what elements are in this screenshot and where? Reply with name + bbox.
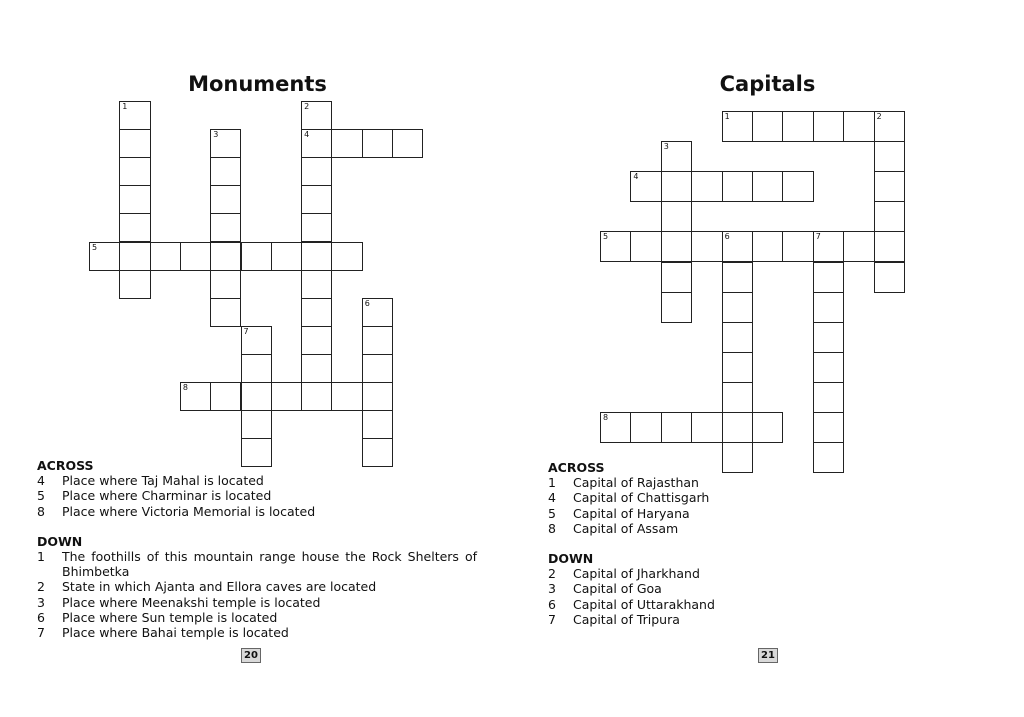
crossword-cell[interactable] xyxy=(362,382,393,411)
clue-number: 4 xyxy=(37,473,45,489)
crossword-cell[interactable] xyxy=(661,262,692,293)
crossword-cell[interactable] xyxy=(722,111,753,142)
clue-number: 3 xyxy=(37,594,45,610)
crossword-cell[interactable] xyxy=(241,410,272,439)
crossword-cell[interactable] xyxy=(813,382,844,413)
clue-item xyxy=(37,625,477,640)
across-clues xyxy=(37,473,477,519)
page-title-monuments: Monuments xyxy=(188,72,327,96)
cell-number: 2 xyxy=(304,102,310,111)
clue-number: 6 xyxy=(37,609,45,625)
clue-text: Place where Charminar is located xyxy=(62,488,272,504)
crossword-cell[interactable] xyxy=(752,412,783,443)
crossword-cell[interactable] xyxy=(691,171,722,202)
clue-number: 1 xyxy=(37,549,45,565)
clue-number: 8 xyxy=(548,520,556,536)
crossword-cell[interactable] xyxy=(119,213,150,242)
crossword-cell[interactable] xyxy=(782,111,813,142)
crossword-cell[interactable] xyxy=(362,326,393,355)
crossword-cell[interactable] xyxy=(362,129,393,158)
cell-number: 8 xyxy=(182,383,188,392)
crossword-cell[interactable] xyxy=(630,412,661,443)
clue-text: Place where Bahai temple is located xyxy=(62,625,289,641)
cell-number: 4 xyxy=(304,130,310,140)
cell-number: 5 xyxy=(92,242,98,252)
clue-text: Capital of Rajasthan xyxy=(573,475,699,491)
clue-number: 5 xyxy=(37,488,45,504)
crossword-cell[interactable] xyxy=(722,322,753,353)
page-number: 21 xyxy=(758,648,778,663)
clue-item xyxy=(548,506,848,521)
clue-item xyxy=(548,612,848,627)
clues-monuments xyxy=(37,458,477,640)
crossword-cell[interactable] xyxy=(782,171,813,202)
crossword-cell[interactable] xyxy=(843,231,874,262)
down-heading: DOWN xyxy=(37,533,83,549)
clue-number: 7 xyxy=(548,611,556,627)
crossword-cell[interactable] xyxy=(722,171,753,202)
crossword-cell[interactable] xyxy=(661,201,692,232)
crossword-cell[interactable] xyxy=(600,231,631,262)
clue-item xyxy=(37,595,477,610)
crossword-cell[interactable] xyxy=(301,157,332,186)
crossword-cell[interactable] xyxy=(210,213,241,242)
crossword-cell[interactable] xyxy=(600,412,631,443)
crossword-cell[interactable] xyxy=(210,382,241,411)
crossword-cell[interactable] xyxy=(874,262,905,293)
crossword-cell[interactable] xyxy=(661,231,692,262)
across-clues xyxy=(548,475,848,536)
clue-text: Capital of Tripura xyxy=(573,611,680,627)
crossword-cell[interactable] xyxy=(119,270,150,299)
clue-text: The foothills of this mountain range house the Rock Shelters of Bhimbetka xyxy=(62,549,477,580)
crossword-cell[interactable] xyxy=(874,141,905,172)
crossword-cell[interactable] xyxy=(874,201,905,232)
crossword-cell[interactable] xyxy=(331,129,362,158)
crossword-cell[interactable] xyxy=(813,322,844,353)
crossword-cell[interactable] xyxy=(813,412,844,443)
clue-item xyxy=(548,581,848,596)
crossword-cell[interactable] xyxy=(301,354,332,383)
cell-number: 1 xyxy=(724,112,730,121)
crossword-cell[interactable] xyxy=(362,410,393,439)
cell-number: 8 xyxy=(603,413,609,422)
clue-item xyxy=(548,521,848,536)
clue-text: Capital of Goa xyxy=(573,581,662,597)
crossword-cell[interactable] xyxy=(813,352,844,383)
crossword-cell[interactable] xyxy=(241,242,272,271)
crossword-cell[interactable] xyxy=(241,326,272,355)
crossword-cell[interactable] xyxy=(241,382,272,411)
crossword-cell[interactable] xyxy=(722,412,753,443)
clue-number: 7 xyxy=(37,625,45,641)
clue-item xyxy=(37,610,477,625)
crossword-cell[interactable] xyxy=(119,101,150,130)
crossword-cell[interactable] xyxy=(392,129,423,158)
crossword-cell[interactable] xyxy=(661,412,692,443)
across-heading: ACROSS xyxy=(37,458,94,473)
crossword-cell[interactable] xyxy=(691,412,722,443)
clue-text: Capital of Chattisgarh xyxy=(573,490,710,506)
cell-number: 4 xyxy=(633,172,639,182)
cell-number: 6 xyxy=(364,298,370,308)
clue-item xyxy=(37,488,477,503)
crossword-cell[interactable] xyxy=(691,231,722,262)
page-title-capitals: Capitals xyxy=(719,72,816,96)
crossword-cell[interactable] xyxy=(362,298,393,327)
clue-text: Place where Taj Mahal is located xyxy=(62,473,264,489)
clue-text: Place where Victoria Memorial is located xyxy=(62,503,316,519)
crossword-grid-monuments xyxy=(89,101,394,467)
clue-number: 6 xyxy=(548,596,556,612)
crossword-cell[interactable] xyxy=(210,129,241,158)
crossword-cell[interactable] xyxy=(722,382,753,413)
clue-text: Capital of Uttarakhand xyxy=(573,596,715,612)
crossword-cell[interactable] xyxy=(813,111,844,142)
clue-item xyxy=(37,504,477,519)
crossword-cell[interactable] xyxy=(301,101,332,130)
crossword-cell[interactable] xyxy=(210,242,241,271)
crossword-cell[interactable] xyxy=(722,292,753,323)
crossword-cell[interactable] xyxy=(722,231,753,262)
crossword-cell[interactable] xyxy=(362,354,393,383)
crossword-cell[interactable] xyxy=(180,242,211,271)
clue-text: Capital of Assam xyxy=(573,520,679,536)
clue-number: 5 xyxy=(548,505,556,521)
crossword-cell[interactable] xyxy=(874,171,905,202)
cell-number: 7 xyxy=(815,232,821,242)
clue-number: 2 xyxy=(548,566,556,582)
crossword-cell[interactable] xyxy=(874,231,905,262)
clue-item xyxy=(548,566,848,581)
crossword-cell[interactable] xyxy=(661,141,692,172)
clue-text: Place where Sun temple is located xyxy=(62,609,278,625)
crossword-cell[interactable] xyxy=(843,111,874,142)
clue-number: 1 xyxy=(548,475,556,491)
cell-number: 2 xyxy=(876,112,882,121)
crossword-cell[interactable] xyxy=(150,242,181,271)
crossword-cell[interactable] xyxy=(722,352,753,383)
clue-item xyxy=(548,475,848,490)
clue-item xyxy=(37,579,477,594)
crossword-cell[interactable] xyxy=(301,185,332,214)
cell-number: 3 xyxy=(663,142,669,152)
crossword-cell[interactable] xyxy=(210,157,241,186)
crossword-cell[interactable] xyxy=(661,171,692,202)
crossword-cell[interactable] xyxy=(301,270,332,299)
clue-text: Capital of Jharkhand xyxy=(573,566,700,582)
crossword-cell[interactable] xyxy=(119,185,150,214)
clue-number: 4 xyxy=(548,490,556,506)
clue-item xyxy=(548,597,848,612)
crossword-cell[interactable] xyxy=(331,242,362,271)
clue-number: 3 xyxy=(548,581,556,597)
crossword-cell[interactable] xyxy=(331,382,362,411)
crossword-cell[interactable] xyxy=(752,111,783,142)
cell-number: 5 xyxy=(603,232,609,242)
crossword-cell[interactable] xyxy=(119,129,150,158)
crossword-cell[interactable] xyxy=(813,292,844,323)
crossword-cell[interactable] xyxy=(752,171,783,202)
clue-text: Capital of Haryana xyxy=(573,505,690,521)
crossword-cell[interactable] xyxy=(301,382,332,411)
crossword-cell[interactable] xyxy=(813,231,844,262)
clue-item xyxy=(37,549,477,579)
clue-text: State in which Ajanta and Ellora caves are located xyxy=(62,579,377,595)
clue-item xyxy=(548,490,848,505)
crossword-cell[interactable] xyxy=(210,270,241,299)
clue-number: 2 xyxy=(37,579,45,595)
cell-number: 6 xyxy=(724,232,730,242)
crossword-cell[interactable] xyxy=(210,185,241,214)
crossword-cell[interactable] xyxy=(874,111,905,142)
crossword-cell[interactable] xyxy=(271,382,302,411)
crossword-cell[interactable] xyxy=(661,292,692,323)
crossword-grid-capitals xyxy=(600,111,905,473)
crossword-cell[interactable] xyxy=(241,354,272,383)
clue-text: Place where Meenakshi temple is located xyxy=(62,594,321,610)
crossword-cell[interactable] xyxy=(180,382,211,411)
page-number: 20 xyxy=(241,648,261,663)
crossword-cell[interactable] xyxy=(301,213,332,242)
down-clues xyxy=(37,549,477,640)
crossword-cell[interactable] xyxy=(782,231,813,262)
down-clues xyxy=(548,566,848,627)
crossword-cell[interactable] xyxy=(89,242,120,271)
crossword-cell[interactable] xyxy=(119,242,150,271)
cell-number: 7 xyxy=(243,326,249,336)
crossword-cell[interactable] xyxy=(301,242,332,271)
crossword-cell[interactable] xyxy=(301,129,332,158)
clues-capitals xyxy=(548,460,848,627)
crossword-cell[interactable] xyxy=(630,171,661,202)
cell-number: 1 xyxy=(122,102,128,111)
crossword-cell[interactable] xyxy=(271,242,302,271)
across-heading: ACROSS xyxy=(548,460,605,475)
clue-item xyxy=(37,473,477,488)
crossword-cell[interactable] xyxy=(752,231,783,262)
crossword-cell[interactable] xyxy=(301,298,332,327)
crossword-cell[interactable] xyxy=(722,262,753,293)
down-heading: DOWN xyxy=(548,551,594,567)
crossword-cell[interactable] xyxy=(301,326,332,355)
crossword-cell[interactable] xyxy=(630,231,661,262)
crossword-cell[interactable] xyxy=(813,262,844,293)
cell-number: 3 xyxy=(213,130,219,140)
crossword-cell[interactable] xyxy=(210,298,241,327)
clue-number: 8 xyxy=(37,503,45,519)
crossword-cell[interactable] xyxy=(119,157,150,186)
